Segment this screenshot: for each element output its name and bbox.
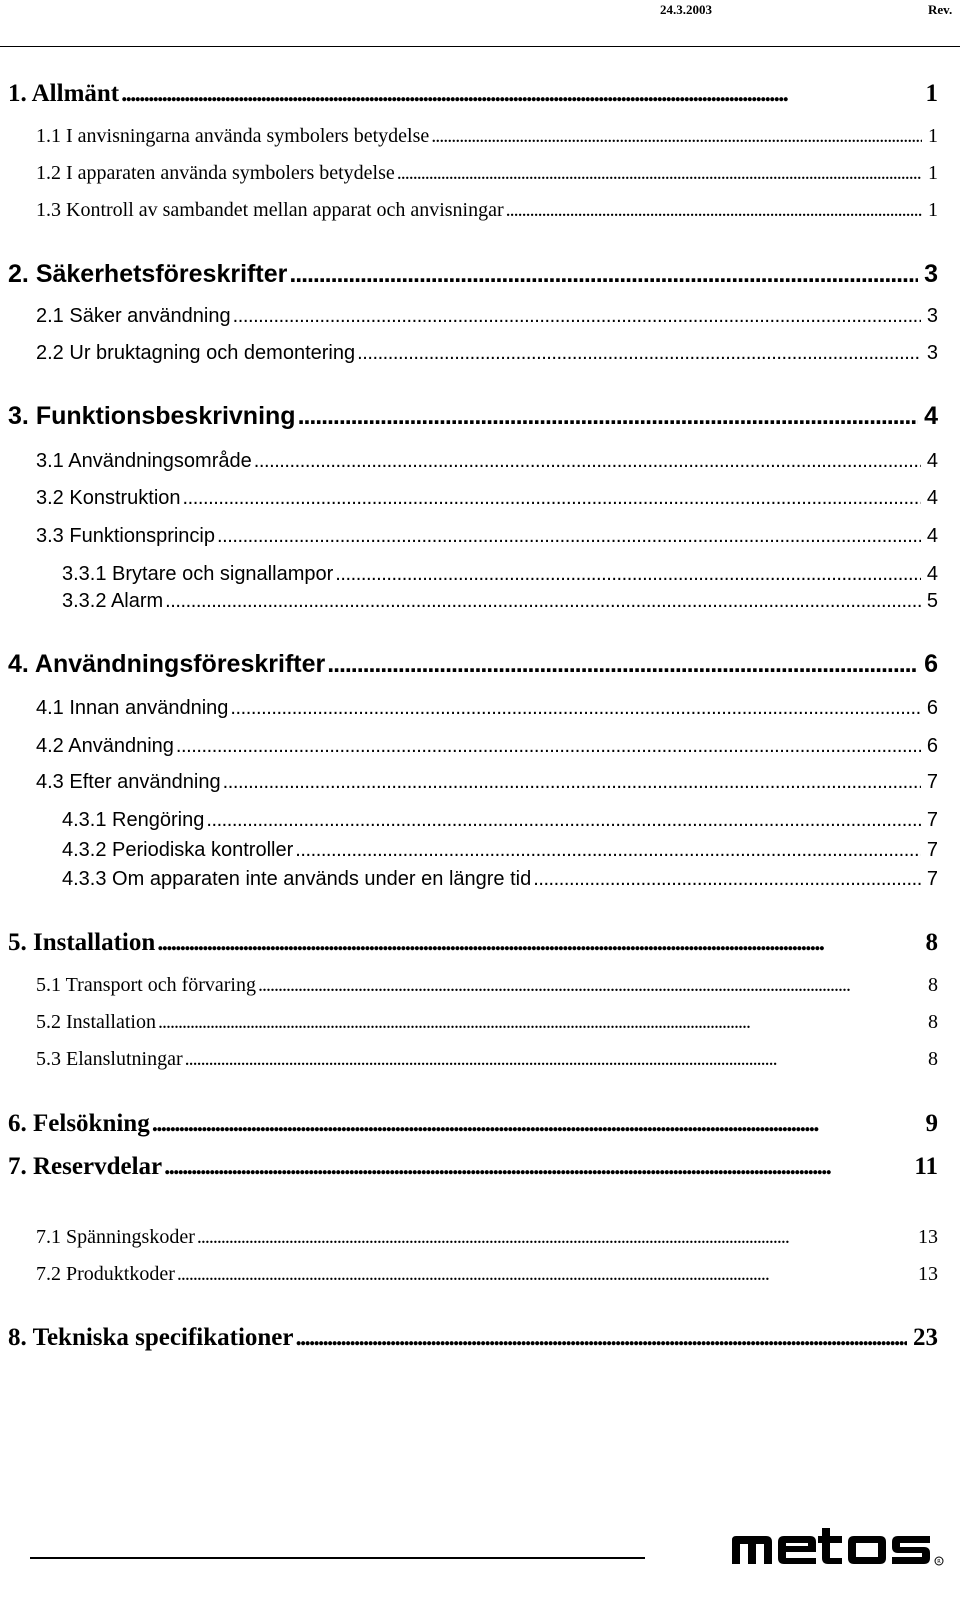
dot-leader: [206, 809, 921, 832]
toc-entry-text: Produktkoder: [66, 1263, 175, 1285]
toc-page-number: 8: [928, 1011, 938, 1033]
toc-entry-number: 4.2: [36, 735, 64, 757]
dot-leader: [183, 487, 921, 510]
toc-page-number: 8: [928, 974, 938, 996]
toc-entry-text: Säker användning: [69, 305, 231, 327]
toc-page-number: 4: [926, 563, 938, 585]
toc-entry[interactable]: [36, 199, 938, 222]
toc-chapter[interactable]: [8, 260, 938, 289]
toc-entry-text: Alarm: [110, 590, 164, 612]
toc-entry-label: [36, 305, 231, 328]
header-revision: Rev.: [928, 2, 953, 17]
dot-leader: [254, 450, 921, 473]
toc-entry-number: 1.: [8, 80, 27, 107]
dot-leader: [158, 1011, 922, 1034]
toc-page-number: 4: [926, 450, 938, 472]
toc-entry-number: 3.2: [36, 487, 64, 509]
toc-page-number: 1: [928, 125, 938, 147]
toc-entry-label: [8, 1153, 162, 1181]
toc-entry-label: [36, 525, 215, 548]
header-date: 24.3.2003: [660, 2, 712, 17]
toc-chapter[interactable]: [8, 1153, 938, 1181]
toc-chapter[interactable]: [8, 1110, 938, 1138]
toc-entry-label: [8, 650, 325, 679]
toc-entry-label: [62, 868, 531, 891]
dot-leader: [233, 305, 921, 328]
toc-entry-label: [36, 487, 181, 510]
toc-entry[interactable]: [36, 525, 938, 548]
dot-leader: [217, 525, 921, 548]
toc-entry[interactable]: [36, 1011, 938, 1034]
toc-entry[interactable]: [36, 1226, 938, 1249]
toc-entry-text: Säkerhetsföreskrifter: [35, 260, 288, 288]
toc-entry[interactable]: [36, 487, 938, 510]
toc-entry[interactable]: [36, 125, 938, 148]
dot-leader: [289, 260, 918, 289]
toc-entry-text: Funktionsbeskrivning: [35, 402, 296, 430]
toc-entry-label: [36, 735, 174, 758]
toc-page-number: 9: [925, 1110, 938, 1137]
toc-page-number: 6: [926, 697, 938, 719]
toc-entry-number: 5.: [8, 929, 27, 956]
toc-entry-text: Elanslutningar: [66, 1048, 183, 1070]
toc-page-number: 8: [928, 1048, 938, 1070]
toc-entry-label: [8, 929, 155, 957]
toc-entry-label: [36, 162, 395, 185]
toc-page-number: 6: [926, 735, 938, 757]
toc-chapter[interactable]: [8, 80, 938, 108]
toc-entry-number: 5.3: [36, 1048, 61, 1070]
toc-entry-text: Användningsföreskrifter: [34, 650, 326, 678]
toc-entry[interactable]: [36, 735, 938, 758]
toc-page-number: 1: [928, 199, 938, 221]
toc-entry-text: I anvisningarna använda symbolers betydelse: [66, 125, 430, 147]
toc-entry-number: 3.: [8, 402, 29, 430]
toc-entry-number: 1.2: [36, 162, 61, 184]
toc-entry-label: [62, 839, 293, 862]
toc-entry-number: 7.: [8, 1153, 27, 1180]
toc-entry-text: I apparaten använda symbolers betydelse: [66, 162, 395, 184]
toc-entry-text: Spänningskoder: [66, 1226, 195, 1248]
toc-entry[interactable]: [36, 697, 938, 720]
toc-chapter[interactable]: [8, 402, 938, 431]
toc-entry-number: 3.3.1: [62, 563, 107, 585]
toc-entry-number: 8.: [8, 1324, 27, 1351]
dot-leader: [230, 697, 920, 720]
toc-entry-text: Felsökning: [33, 1110, 150, 1137]
toc-entry-text: Användning: [68, 735, 174, 757]
toc-entry[interactable]: [36, 1048, 938, 1071]
toc-entry-label: [36, 1048, 183, 1071]
toc-entry-label: [36, 125, 429, 148]
toc-chapter[interactable]: [8, 1324, 938, 1352]
toc-entry-number: 4.3.1: [62, 809, 107, 831]
toc-page-number: 3: [926, 305, 938, 327]
toc-entry-label: [36, 1011, 156, 1034]
dot-leader: [164, 1153, 908, 1181]
toc-entry-number: 5.2: [36, 1011, 61, 1033]
toc-entry-text: Kontroll av sambandet mellan apparat och anvisningar: [66, 199, 504, 221]
toc-entry-number: 3.3: [36, 525, 64, 547]
toc-entry-label: [36, 450, 252, 473]
svg-text:R: R: [937, 1559, 941, 1565]
toc-entry-number: 7.2: [36, 1263, 61, 1285]
dot-leader: [223, 771, 921, 794]
toc-page-number: 7: [926, 809, 938, 831]
toc-entry-text: Efter användning: [69, 771, 221, 793]
toc-entry-label: [8, 80, 119, 108]
header-divider: [0, 46, 960, 47]
toc-entry-text: Installation: [66, 1011, 156, 1033]
dot-leader: [176, 735, 921, 758]
toc-entry-text: Ur bruktagning och demontering: [69, 342, 356, 364]
toc-entry[interactable]: [62, 839, 938, 862]
toc-entry-text: Reservdelar: [33, 1153, 163, 1180]
toc-entry-label: [8, 1110, 150, 1138]
toc-page-number: 11: [914, 1153, 938, 1180]
toc-page-number: 4: [926, 487, 938, 509]
toc-page-number: 7: [926, 868, 938, 890]
toc-page-number: 4: [924, 402, 938, 430]
toc-entry-text: Installation: [33, 929, 156, 956]
toc-entry-text: Allmänt: [31, 80, 120, 107]
toc-entry-text: Transport och förvaring: [65, 974, 256, 996]
toc-entry-label: [8, 260, 287, 289]
toc-entry-number: 5.1: [36, 974, 61, 996]
toc-entry[interactable]: [36, 771, 938, 794]
toc-entry[interactable]: [36, 450, 938, 473]
toc-entry-label: [62, 809, 204, 832]
toc-entry-text: Innan användning: [69, 697, 229, 719]
footer-divider: [30, 1557, 645, 1559]
toc-entry[interactable]: [62, 590, 938, 613]
dot-leader: [197, 1226, 912, 1249]
toc-entry-number: 3.3.2: [62, 590, 107, 612]
toc-entry-number: 2.: [8, 260, 29, 288]
toc-entry[interactable]: [36, 342, 938, 365]
dot-leader: [295, 839, 921, 862]
toc-entry-number: 4.3.2: [62, 839, 107, 861]
dot-leader: [335, 563, 921, 586]
toc-entry-text: Konstruktion: [69, 487, 181, 509]
toc-entry[interactable]: [36, 1263, 938, 1286]
toc-entry-number: 4.: [8, 650, 29, 678]
toc-entry-number: 2.2: [36, 342, 64, 364]
dot-leader: [177, 1263, 912, 1286]
toc-entry-label: [62, 590, 163, 613]
toc-page-number: 1: [928, 162, 938, 184]
dot-leader: [357, 342, 921, 365]
dot-leader: [298, 402, 919, 431]
toc-entry-number: 1.1: [36, 125, 61, 147]
toc-entry[interactable]: [36, 162, 938, 185]
dot-leader: [258, 974, 922, 997]
toc-page-number: 7: [926, 771, 938, 793]
toc-page-number: 23: [913, 1324, 938, 1351]
dot-leader: [327, 650, 918, 679]
toc-entry-text: Funktionsprincip: [69, 525, 215, 547]
toc-chapter[interactable]: [8, 929, 938, 957]
toc-entry-text: Periodiska kontroller: [112, 839, 294, 861]
toc-entry-label: [36, 1263, 175, 1286]
toc-entry-number: 2.1: [36, 305, 64, 327]
toc-entry-number: 3.1: [36, 450, 64, 472]
toc-entry[interactable]: [36, 305, 938, 328]
toc-entry-label: [8, 402, 296, 431]
dot-leader: [533, 868, 921, 891]
dot-leader: [157, 929, 919, 957]
dot-leader: [121, 80, 919, 108]
toc-entry[interactable]: [62, 563, 938, 586]
metos-logo: [730, 1528, 945, 1566]
toc-entry-number: 4.3: [36, 771, 64, 793]
toc-entry-label: [36, 199, 504, 222]
dot-leader: [296, 1324, 908, 1352]
toc-entry-number: 1.3: [36, 199, 61, 221]
toc-entry[interactable]: [62, 809, 938, 832]
toc-entry-text: Brytare och signallampor: [112, 563, 334, 585]
dot-leader: [185, 1048, 922, 1071]
toc-page-number: 6: [924, 650, 938, 678]
toc-entry-label: [8, 1324, 294, 1352]
toc-page-number: 1: [925, 80, 938, 107]
toc-entry-number: 7.1: [36, 1226, 61, 1248]
toc-page-number: 13: [918, 1226, 938, 1248]
toc-entry[interactable]: [62, 868, 938, 891]
dot-leader: [506, 199, 922, 222]
toc-entry-text: Om apparaten inte används under en längre tid: [112, 868, 532, 890]
toc-page-number: 13: [918, 1263, 938, 1285]
toc-page-number: 8: [925, 929, 938, 956]
toc-chapter[interactable]: [8, 650, 938, 679]
dot-leader: [165, 590, 921, 613]
toc-entry-number: 4.1: [36, 697, 64, 719]
toc-entry-number: 6.: [8, 1110, 27, 1137]
toc-entry-text: Rengöring: [112, 809, 205, 831]
toc-entry-label: [36, 342, 355, 365]
toc-entry-label: [62, 563, 333, 586]
dot-leader: [397, 162, 922, 185]
toc-entry-number: 4.3.3: [62, 868, 107, 890]
toc-page-number: 3: [926, 342, 938, 364]
dot-leader: [152, 1110, 920, 1138]
toc-entry-label: [36, 697, 228, 720]
toc-entry-text: Användningsområde: [68, 450, 252, 472]
toc-entry-label: [36, 771, 221, 794]
toc-entry[interactable]: [36, 974, 938, 997]
toc-page-number: 7: [926, 839, 938, 861]
toc-page-number: 3: [924, 260, 938, 288]
dot-leader: [431, 125, 922, 148]
toc-entry-label: [36, 974, 256, 997]
toc-page-number: 4: [926, 525, 938, 547]
toc-entry-text: Tekniska specifikationer: [32, 1324, 294, 1351]
toc-page-number: 5: [926, 590, 938, 612]
toc-entry-label: [36, 1226, 195, 1249]
